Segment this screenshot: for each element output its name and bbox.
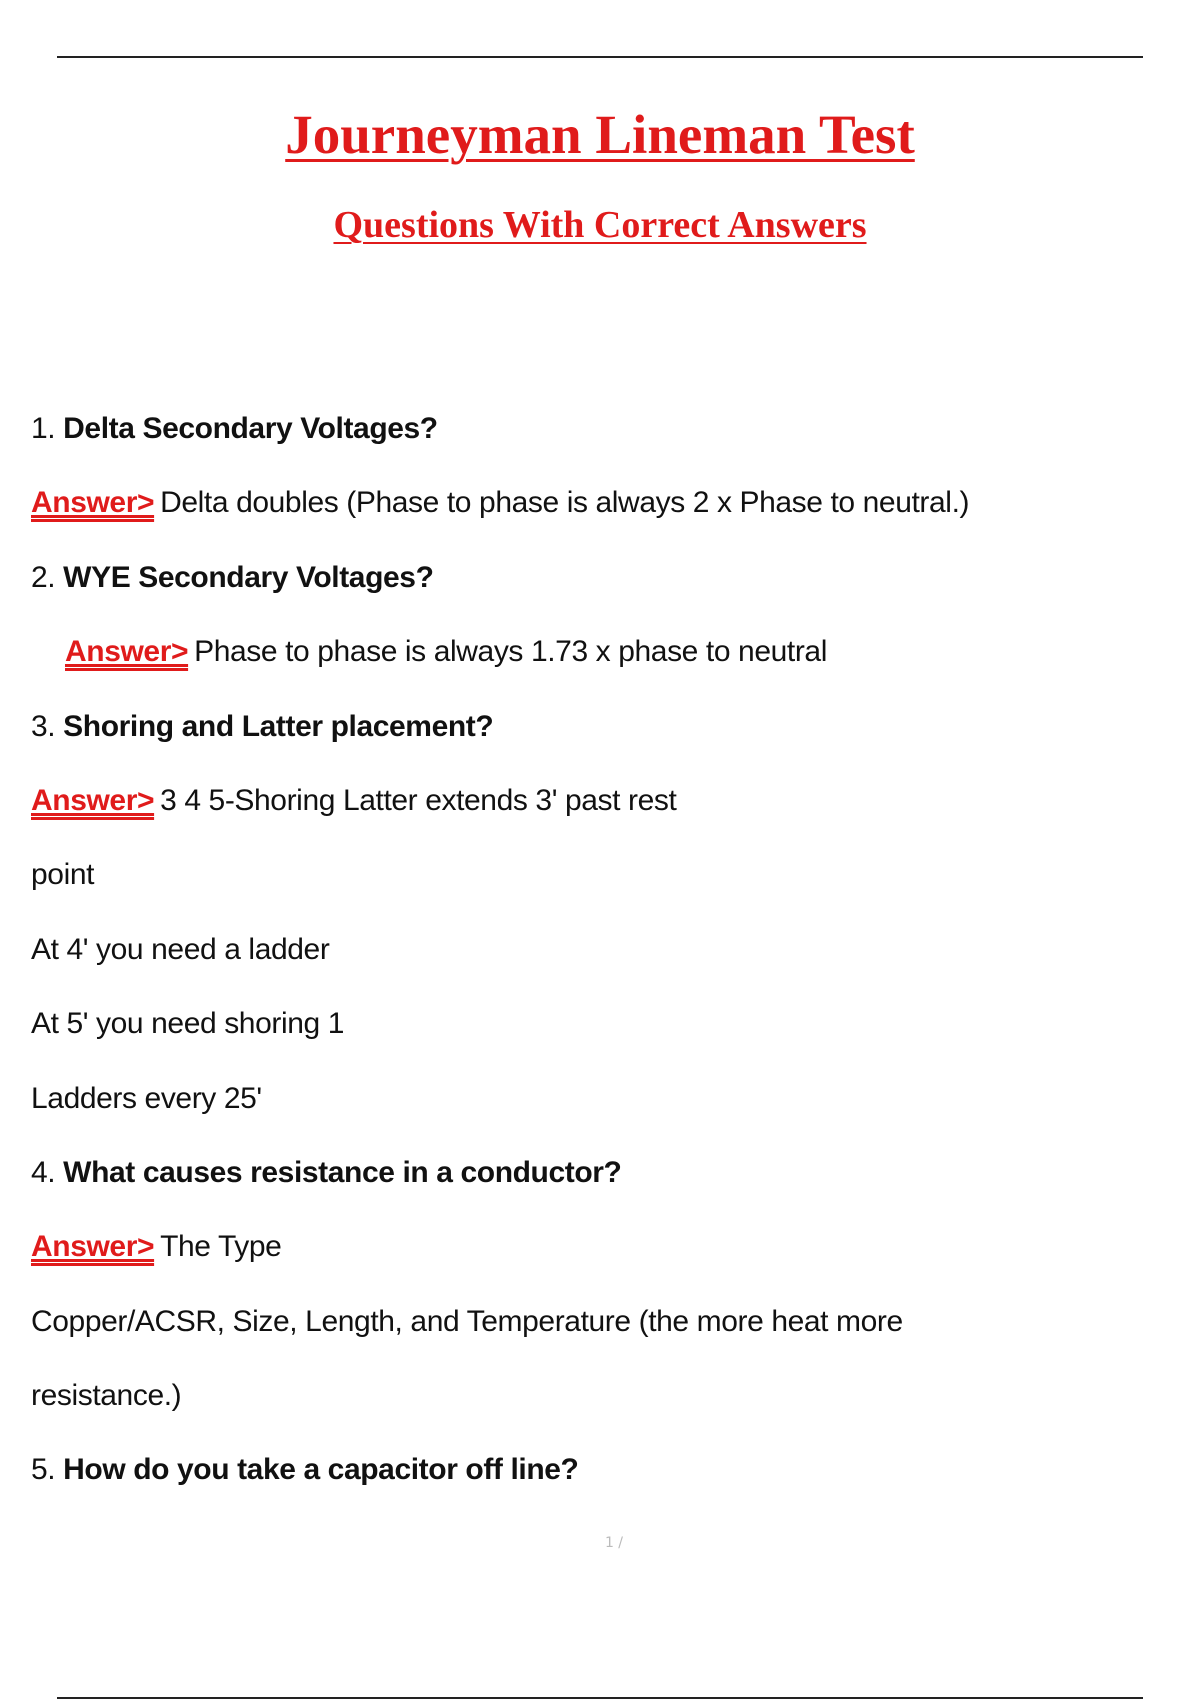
answer-text: Phase to phase is always 1.73 x phase to neutral [194,635,827,669]
question-2 [31,559,1160,633]
qa-content [31,410,1160,1526]
question-number: 1. [31,412,56,445]
question-text: What causes resistance in a conductor? [63,1155,622,1189]
question-1 [31,410,1160,484]
question-number: 3. [31,709,56,743]
question-number: 5. [31,1453,56,1487]
answer-4-line: resistance.) [31,1379,182,1413]
answer-3-line: Ladders every 25' [31,1081,262,1115]
answer-1 [31,484,1160,558]
answer-label: Answer> [31,783,155,817]
question-text: Shoring and Latter placement? [63,709,494,743]
question-3 [31,708,1160,782]
answer-4-line: Copper/ACSR, Size, Length, and Temperature (the more heat more [31,1304,903,1338]
answer-text: Delta doubles (Phase to phase is always 2 x Phase to neutral.) [160,486,970,520]
answer-3 [31,782,1160,856]
bottom-rule [57,1697,1143,1699]
document-subtitle: Questions With Correct Answers [333,204,867,246]
question-number: 4. [31,1155,56,1189]
answer-3-line: At 5' you need shoring 1 [31,1007,345,1041]
answer-2 [31,633,1160,707]
question-number: 2. [31,560,56,594]
answer-3-line: point [31,858,95,892]
question-text: Delta Secondary Voltages? [63,412,438,445]
question-5 [31,1451,1160,1525]
answer-4 [31,1228,1160,1302]
answer-text: The Type [160,1230,282,1264]
page-number: 1 / [604,1535,624,1551]
top-rule [57,56,1143,58]
answer-text: 3 4 5-Shoring Latter extends 3' past rest [160,783,677,817]
document-title: Journeyman Lineman Test [285,104,915,165]
answer-3-line: At 4' you need a ladder [31,932,330,966]
question-text: WYE Secondary Voltages? [63,560,434,594]
answer-label: Answer> [31,1230,155,1264]
answer-label: Answer> [65,635,189,669]
question-text: How do you take a capacitor off line? [63,1453,579,1487]
answer-label: Answer> [31,486,155,520]
question-4 [31,1154,1160,1228]
